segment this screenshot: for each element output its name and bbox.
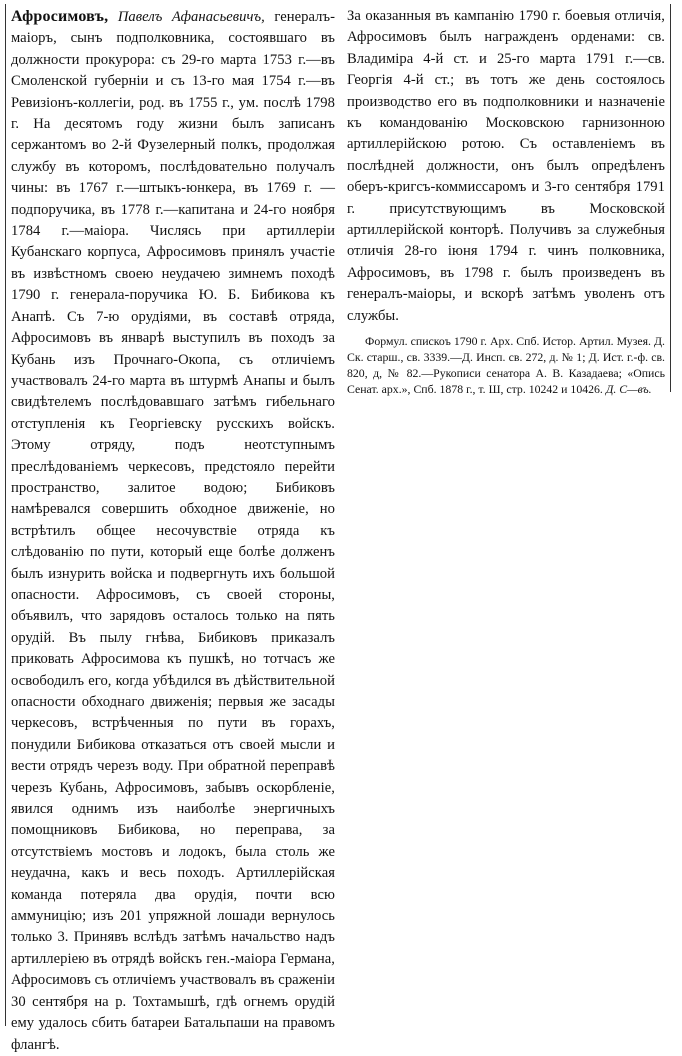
entry-paragraph [11, 6, 335, 1056]
sources-paragraph [347, 333, 665, 397]
entry-patronym: Павелъ Афанасьевичъ, [117, 9, 265, 25]
entry-body-right: За оказанныя въ кампанію 1790 г. боевыя отличія, Афросимовъ былъ награжденъ орденами: св. Владиміра 4-й ст. и 25-го марта 1791 г.—св. Георгія 4-й ст.; въ тотъ же день состоялось производство его въ подполковники и назначеніе къ командованію Московскою гарнизонною артиллерійскою ротою. Съ оставленіемъ въ послѣдней должности, онъ былъ опредѣленъ оберъ-кригсъ-коммиссаромъ и 3-го сентября 1791 г. присутствующимъ въ Московской артиллерійской конторѣ. Получивъ за служебныя отличія 28-го іюня 1794 г. чинъ полковника, Афросимовъ, въ 1798 г. былъ произведенъ въ генералъ-маіоры, и вскорѣ затѣмъ уволенъ отъ службы. [347, 8, 665, 324]
left-column [11, 6, 335, 1056]
right-column [347, 6, 665, 397]
entry-body-left: генералъ-маіоръ, сынъ подполковника, состоявшаго въ должности прокурора: съ 29-го марта 1753 г.—въ Смоленской губерніи и съ 13-го мая 1754 г.—въ Ревизіонъ-коллегіи, род. въ 1755 г., ум. послѣ 1798 г. На десятомъ году жизни былъ записанъ сержантомъ во 2-й Фузелерный полкъ, продолжая службу въ которомъ, послѣдовательно получалъ чины: въ 1767 г.—штыкъ-юнкера, въ 1769 г. — подпоручика, въ 1778 г.—капитана и 24-го ноября 1784 г.—маіора. Числясь при артиллеріи Кубанскаго корпуса, Афросимовъ принялъ участіе въ извѣстномъ своею неудачею зимнемъ походѣ 1790 г. генерала-поручика Ю. Б. Бибикова къ Анапѣ. Съ 7-ю орудіями, въ составѣ отряда, Афросимовъ въ январѣ выступилъ въ походъ за Кубань изъ Прочнаго-Окопа, съ отличіемъ участвовалъ 24-го марта въ штурмѣ Анапы и былъ свидѣтелемъ послѣдовавшаго затѣмъ гибельнаго отступленія къ Георгіевску русскихъ войскъ. Этому отряду, подъ неотступнымъ преслѣдованіемъ черкесовъ, предстояло перейти пространство, залитое водою; Бибиковъ намѣревался совершить обходное движеніе, но встрѣтилъ общее несочувствіе отряда къ слѣдованію по пути, который еще болѣе долженъ былъ изнурить войска и подвергнуть ихъ большой опасности. Афросимовъ, съ своей стороны, объявилъ, что зарядовъ осталось только на пять орудій. Въ пылу гнѣва, Бибиковъ приказалъ приковать Афросимова къ пушкѣ, но тотчасъ же освободилъ его, когда убѣдился въ дѣйствительной опасности обходнаго движенія; первыя же засады черкесовъ, встрѣченныя по пути въ горахъ, понудили Бибикова отказаться отъ своей мысли и вести отрядъ черезъ воду. При обратной переправѣ черезъ Кубань, Афросимовъ, забывъ оскорбленіе, явился однимъ изъ наиболѣе энергичныхъ помощниковъ Бибикова, но переправа, за отсутствіемъ мостовъ и лодокъ, была столь же неудачна, какъ и весь походъ. Артиллерійская команда потеряла два орудія, почти всю аммуницію; изъ 201 упряжной лошади вернулось только 3. Принявъ вслѣдъ затѣмъ начальство надъ артиллеріею въ отрядѣ войскъ ген.-маіора Германа, Афросимовъ съ отличіемъ участвовалъ въ сраженіи 30 сентября на р. Тохтамышѣ, гдѣ огнемъ орудій ему удалось сбить батареи Батальпаши на правомъ флангѣ. [11, 9, 336, 1053]
left-margin-rule [5, 4, 6, 1026]
entry-name: Афросимовъ, [11, 8, 109, 25]
author-signature: Д. С—въ. [605, 382, 652, 397]
right-margin-rule [670, 4, 671, 392]
sources-text: Формул. спискоъ 1790 г. Арх. Спб. Истор. Артил. Музея. Д. Ск. старш., св. 3339.—Д. Инсп. св. 272, д. № 1; Д. Ист. г.-ф. св. 820, д, № 82.—Рукописи сенатора А. В. Казадаева; «Опись Сенат. арх.», Спб. 1878 г., т. Ш, стр. 10242 и 10426. [347, 334, 665, 397]
